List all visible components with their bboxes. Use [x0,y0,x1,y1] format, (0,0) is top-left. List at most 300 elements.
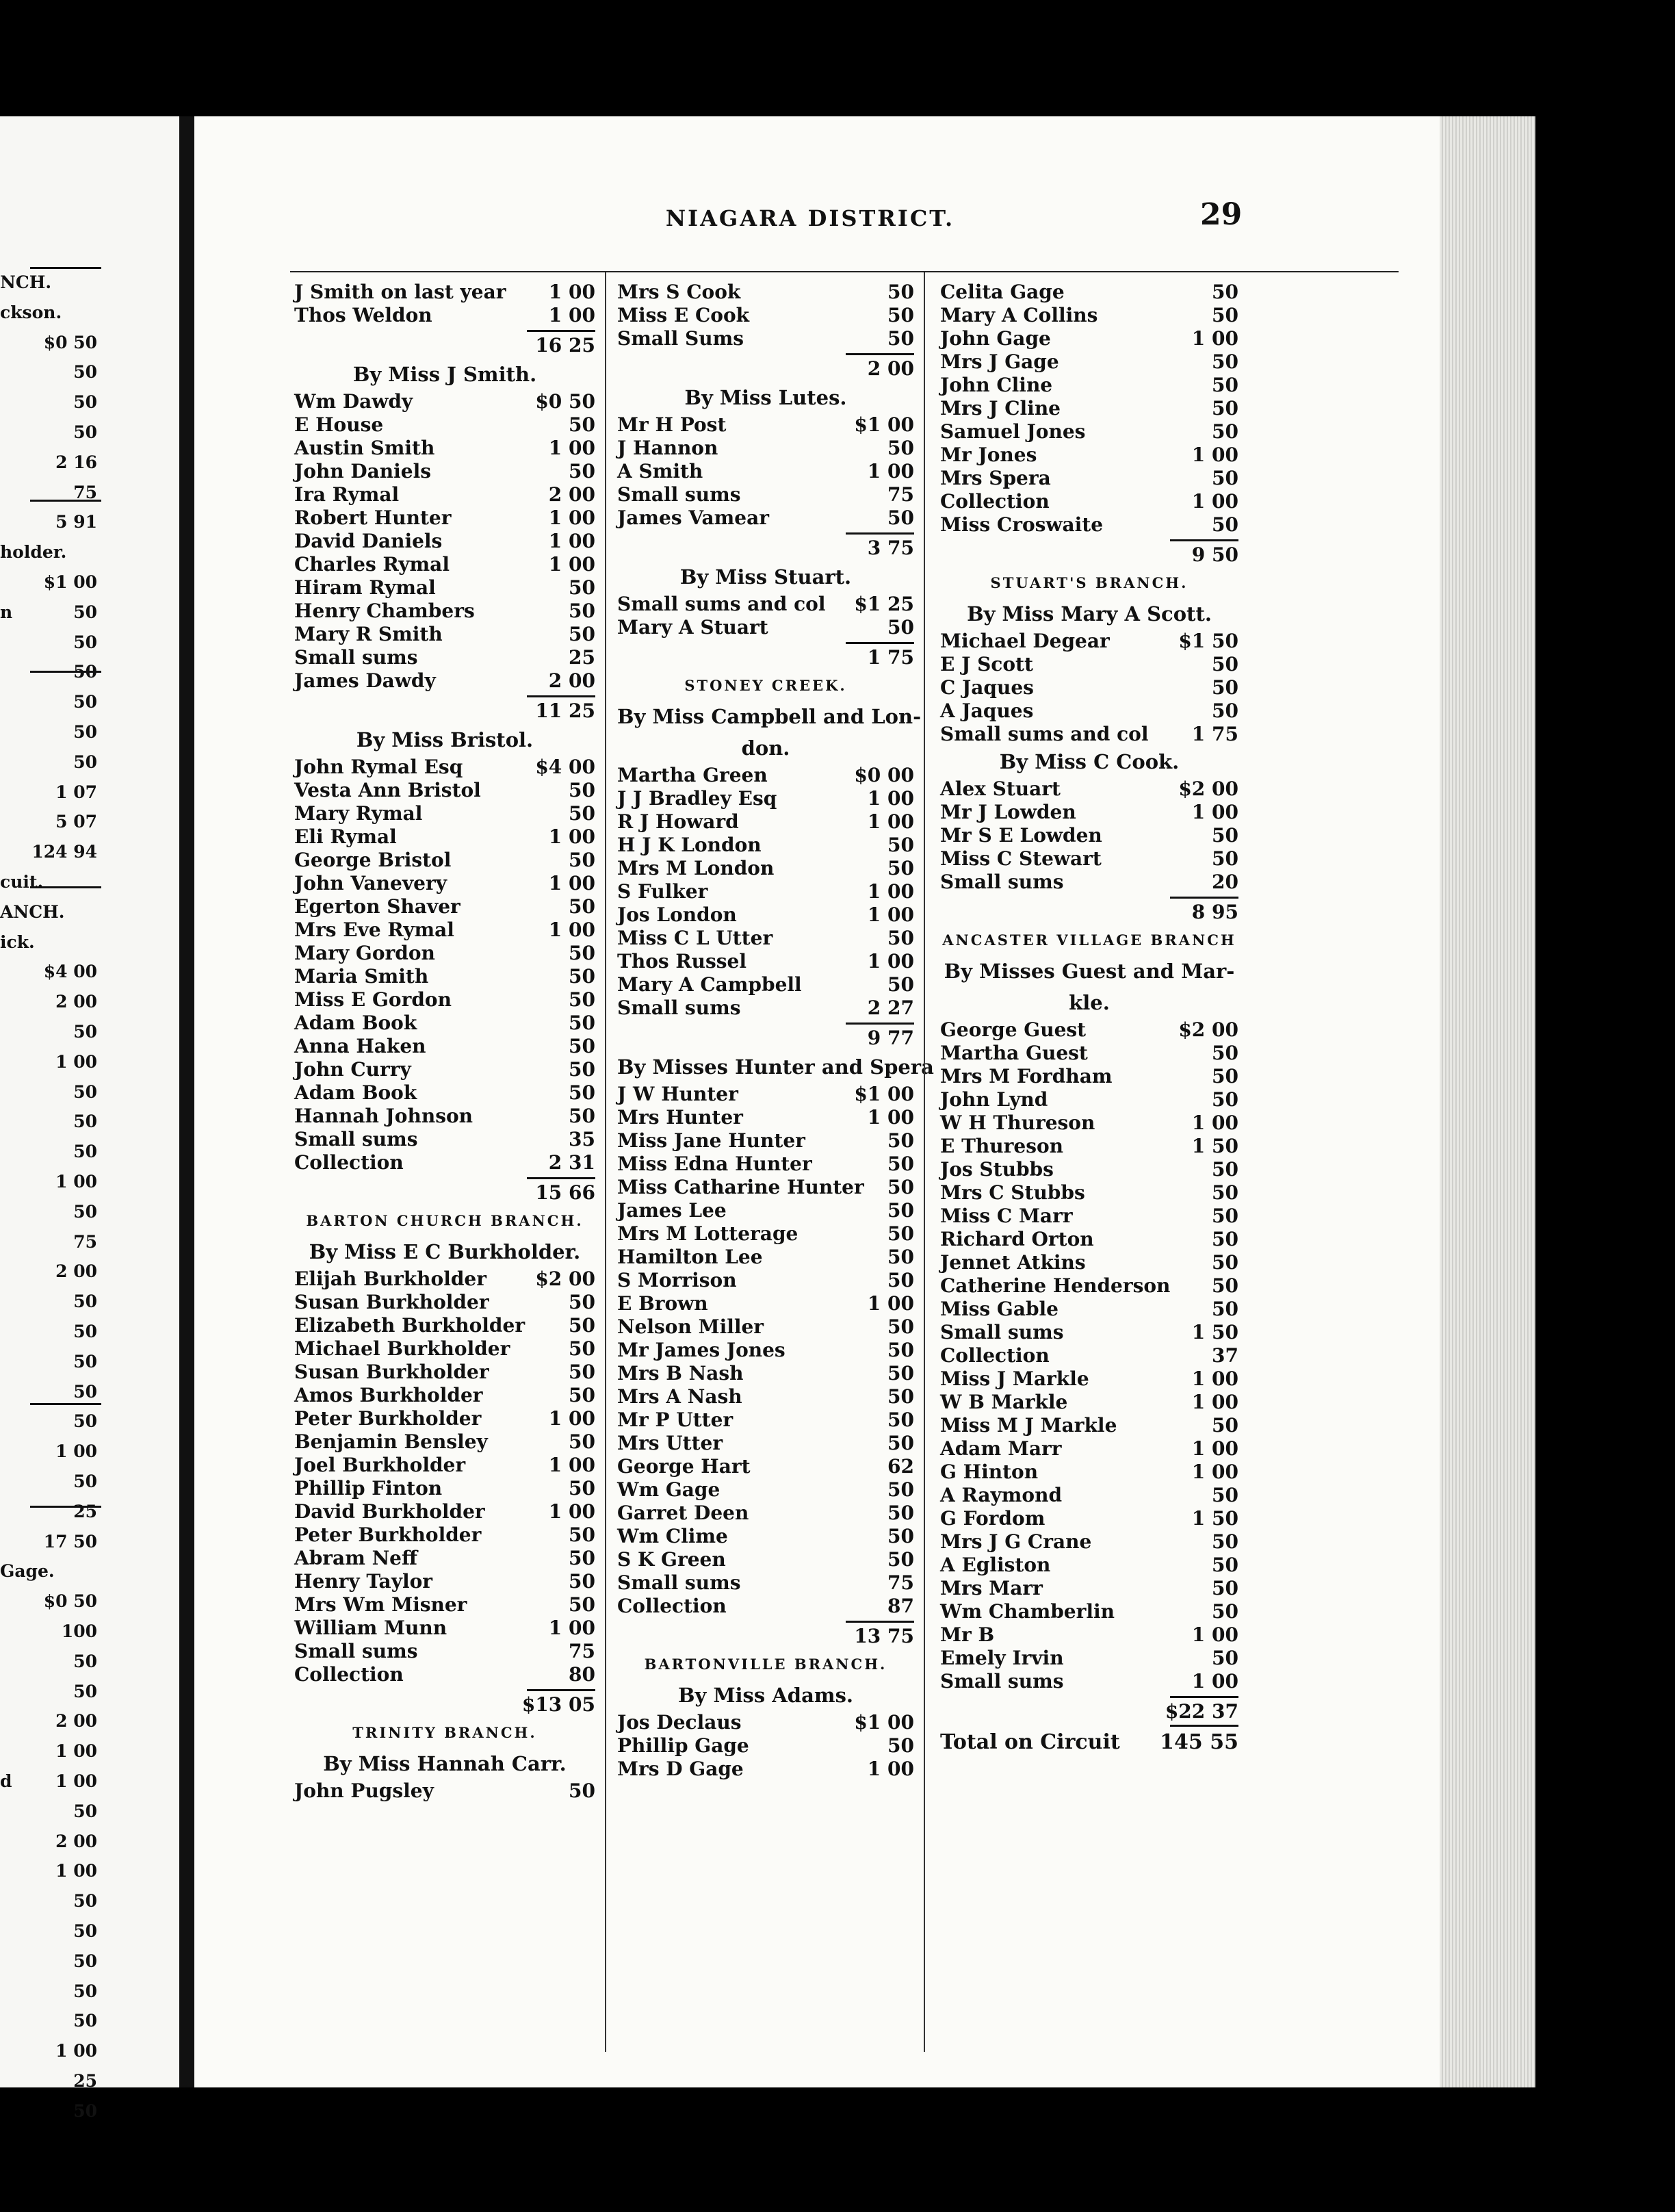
donation-amount: 62 [887,1455,914,1478]
donation-amount: $2 00 [535,1268,595,1290]
fragment-amount: 25 [73,1501,97,1521]
donor-name: Collection [940,1344,1050,1367]
donor-name: A Smith [617,460,703,483]
donation-amount: 50 [569,600,595,622]
donation-amount: 50 [887,1129,914,1152]
ledger-row [617,1222,914,1246]
donor-name: John Gage [940,327,1051,350]
left-fragment-row [0,1621,103,1645]
ledger-row [617,1246,914,1269]
donation-amount: $1 00 [854,413,914,436]
donation-amount: 50 [569,1779,595,1802]
ledger-row [617,616,914,639]
donation-amount: 50 [887,1222,914,1245]
donation-amount: 50 [1212,1042,1238,1064]
left-fragment-row [0,1022,103,1045]
subtotal-amount: 9 50 [1191,543,1238,566]
donation-amount: 2 27 [867,996,914,1019]
donor-name: Wm Clime [617,1525,728,1547]
circuit-total-row [940,1725,1238,1756]
fragment-amount: 50 [73,422,97,442]
donor-name: Wm Dawdy [294,390,413,413]
donor-name: Mrs Marr [940,1577,1043,1599]
ledger-row [294,483,595,506]
donation-amount: $2 00 [1178,777,1238,800]
donation-amount: 1 00 [867,810,914,833]
ledger-row [940,1367,1238,1391]
ledger-row [617,1502,914,1525]
ledger-row [940,1088,1238,1111]
subtotal-row [617,1020,914,1051]
donation-amount: 1 00 [1191,801,1238,823]
left-fragment-row [0,1831,103,1855]
donor-name: E Brown [617,1292,708,1315]
subtotal-rule [846,353,914,355]
donation-amount: 50 [569,942,595,964]
donor-name: Miss C Marr [940,1205,1073,1227]
donation-amount: 50 [569,988,595,1011]
ledger-row [940,1554,1238,1577]
donation-amount: 75 [569,1640,595,1662]
donor-name: R J Howard [617,810,739,833]
donor-name: C Jaques [940,676,1034,699]
collector-heading: kle. [1069,991,1110,1014]
ledger-row [940,1042,1238,1065]
donor-name: J Smith on last year [294,281,506,303]
donor-name: Hannah Johnson [294,1105,473,1127]
donor-name: John Rymal Esq [294,756,463,778]
fragment-amount: 124 94 [31,842,97,862]
donor-name: Robert Hunter [294,506,452,529]
ledger-row [940,1437,1238,1461]
left-fragment-row [0,272,103,296]
page-edges [1440,116,1535,2087]
collector-heading: By Miss Lutes. [684,386,847,409]
donation-amount: 1 00 [867,903,914,926]
donation-amount: 50 [1212,653,1238,676]
donation-amount: 1 00 [1191,1623,1238,1646]
ledger-row [617,506,914,530]
donor-name: Henry Taylor [294,1570,433,1593]
left-fragment-row [0,962,103,985]
donor-name: John Cline [940,374,1053,396]
ledger-row [294,1291,595,1314]
subtotal-amount: $22 37 [1165,1700,1238,1723]
ledger-row [617,1315,914,1339]
donor-name: Miss Catharine Hunter [617,1176,864,1198]
fragment-amount: 50 [73,1111,97,1132]
ledger-row [617,927,914,950]
donor-name: Small sums [940,1670,1064,1693]
fragment-amount: 50 [73,1022,97,1042]
donor-name: Mrs B Nash [617,1362,744,1385]
ledger-row [294,1523,595,1547]
donor-name: S K Green [617,1548,726,1571]
donation-amount: 50 [887,1502,914,1524]
ledger-row [617,1176,914,1199]
donor-name: Michael Burkholder [294,1337,510,1360]
left-fragment-row [0,1591,103,1615]
donation-amount: 1 00 [548,304,595,326]
donor-name: William Munn [294,1617,447,1639]
donation-amount: 50 [569,1547,595,1569]
ledger-row [940,676,1238,699]
ledger-row [940,777,1238,801]
donation-amount: 50 [887,1432,914,1454]
donor-name: Hamilton Lee [617,1246,763,1268]
total-rule [1170,1725,1238,1727]
fragment-amount: 2 00 [55,1261,97,1282]
donor-name: John Daniels [294,460,432,483]
ledger-row [617,764,914,787]
left-fragment-row [0,1291,103,1315]
donor-name: E Thureson [940,1135,1064,1157]
branch-heading: BARTONVILLE BRANCH. [644,1656,887,1673]
fragment-amount: $0 50 [43,332,97,352]
donor-name: S Morrison [617,1269,737,1291]
donation-amount: 50 [569,849,595,871]
ledger-row [617,1339,914,1362]
ledger-row [294,1035,595,1058]
ledger-row [294,1454,595,1477]
header-rule [290,271,1399,272]
donation-amount: 50 [1212,1228,1238,1250]
fragment-amount: 1 00 [55,2041,97,2061]
collector-heading: By Miss Bristol. [356,728,534,751]
donor-name: Mrs Hunter [617,1106,743,1129]
ledger-row [294,669,595,693]
fragment-amount: 50 [73,1142,97,1162]
left-fragment-row [0,2011,103,2034]
left-fragment-row [0,483,103,506]
fragment-amount: 100 [61,1621,97,1641]
donation-amount: 1 00 [548,918,595,941]
ledger-row [294,553,595,576]
fragment-amount: 50 [73,662,97,682]
fragment-amount: 50 [73,1801,97,1821]
donation-amount: 1 50 [1191,1321,1238,1343]
donor-name: Maria Smith [294,965,429,988]
donor-name: David Burkholder [294,1500,485,1523]
left-fragment-row [0,303,103,326]
ledger-row [617,413,914,437]
left-fragment-row [0,1441,103,1465]
ledger-row [940,1298,1238,1321]
donation-amount: 50 [569,1477,595,1500]
left-fragment-row [0,1082,103,1105]
ledger-row [294,460,595,483]
ledger-row [940,801,1238,824]
donation-amount: 50 [569,1430,595,1453]
left-fragment-row [0,602,103,626]
donor-name: Emely Irvin [940,1647,1064,1669]
fragment-amount: 50 [73,1351,97,1372]
donor-name: Miss Jane Hunter [617,1129,805,1152]
donor-name: James Lee [617,1199,727,1222]
donation-amount: 50 [1212,304,1238,326]
collector-heading: By Miss Mary A Scott. [967,602,1212,626]
donor-name: Collection [940,490,1050,513]
donation-amount: 50 [1212,1088,1238,1111]
ledger-row [294,825,595,849]
donor-name: Collection [617,1595,727,1617]
donation-amount: $1 00 [854,1083,914,1105]
collector-heading: By Misses Hunter and Spera [617,1055,934,1079]
donor-name: J J Bradley Esq [617,787,777,810]
donation-amount: 2 00 [548,669,595,692]
fragment-text: ckson. [0,302,62,322]
subtotal-rule [527,330,595,332]
subtotal-rule [1170,1696,1238,1698]
donation-amount: 25 [569,646,595,669]
ledger-row [940,281,1238,304]
donation-amount: 1 00 [867,1292,914,1315]
ledger-row [617,834,914,857]
donor-name: Jos Declaus [617,1711,742,1734]
fragment-amount: 75 [73,1231,97,1252]
subtotal-rule [527,1689,595,1691]
column-3 [940,281,1238,2033]
donor-name: Mr James Jones [617,1339,785,1361]
column-divider [924,272,925,2052]
ledger-row [294,623,595,646]
donor-name: Miss J Markle [940,1367,1089,1390]
donor-name: Celita Gage [940,281,1065,303]
donor-name: Adam Book [294,1081,417,1104]
collector-heading: By Miss J Smith. [352,363,537,386]
ledger-row [617,460,914,483]
ledger-row [940,1158,1238,1181]
left-fragment-row [0,1711,103,1734]
left-fragment-row [0,722,103,745]
donor-name: Collection [294,1151,404,1174]
donor-name: Eli Rymal [294,825,397,848]
fragment-amount: 50 [73,1891,97,1912]
left-fragment-row [0,992,103,1015]
left-fragment-row [0,1561,103,1584]
donor-name: Mary A Collins [940,304,1098,326]
donation-amount: 50 [569,1361,595,1383]
subtotal-amount: 9 77 [867,1027,914,1049]
ledger-row [617,810,914,834]
ledger-row [617,1362,914,1385]
donor-name: W B Markle [940,1391,1068,1413]
donation-amount: 1 00 [548,530,595,552]
donor-name: Elijah Burkholder [294,1268,486,1290]
left-fragment-row [0,1172,103,1195]
donor-name: Mrs M Fordham [940,1065,1113,1088]
page-number: 29 [1200,197,1243,232]
ledger-row [940,327,1238,350]
donor-name: Hiram Rymal [294,576,436,599]
donation-amount: 1 00 [1191,327,1238,350]
ledger-row [294,1384,595,1407]
donation-amount: 50 [887,1362,914,1385]
donation-amount: 50 [569,413,595,436]
donor-name: Miss E Cook [617,304,750,326]
circuit-total-amount: 145 55 [1160,1730,1238,1754]
donor-name: Susan Burkholder [294,1361,489,1383]
subtotal-row [940,894,1238,925]
donation-amount: 80 [569,1663,595,1686]
left-fragment-row [0,1411,103,1435]
ledger-row [617,1734,914,1758]
ledger-row [617,973,914,996]
subtotal-rule [846,642,914,644]
donation-amount: 35 [569,1128,595,1150]
donation-amount: 50 [569,1593,595,1616]
fragment-amount: 50 [73,1081,97,1102]
donor-name: Small sums [617,483,741,506]
donation-amount: 1 00 [1191,1391,1238,1413]
subtotal-row [940,1693,1238,1725]
ledger-row [294,1617,595,1640]
ledger-row [294,756,595,779]
ledger-row [940,824,1238,847]
left-fragment-row [0,1471,103,1495]
collector-heading: By Misses Guest and Mar- [944,960,1235,983]
donation-amount: 50 [887,1315,914,1338]
ledger-row [294,576,595,600]
donor-name: Small sums [617,996,741,1019]
subtotal-rule [846,1023,914,1025]
fragment-amount: 2 00 [55,1711,97,1732]
donation-amount: 37 [1212,1344,1238,1367]
donation-amount: 50 [569,1035,595,1057]
donation-amount: 2 00 [548,483,595,506]
donation-amount: 1 00 [867,1758,914,1780]
ledger-row [940,1647,1238,1670]
fragment-amount: 75 [73,482,97,502]
ledger-row [294,530,595,553]
left-fragment-rule [30,1506,101,1508]
donation-amount: 75 [887,1571,914,1594]
fragment-amount: 25 [73,2071,97,2091]
ledger-row [617,1711,914,1734]
donor-name: Small sums [294,1128,418,1150]
donation-amount: 50 [887,834,914,856]
left-fragment-row [0,1502,103,1525]
subtotal-row [294,1174,595,1206]
donation-amount: 50 [887,1246,914,1268]
column-2 [617,281,934,2033]
ledger-row [294,1477,595,1500]
fragment-amount: 50 [73,362,97,383]
donor-name: Small sums [940,871,1064,893]
ledger-row [940,1228,1238,1251]
donation-amount: 50 [1212,1158,1238,1181]
ledger-row [617,1129,914,1153]
donation-amount: 1 00 [1191,490,1238,513]
donor-name: J W Hunter [617,1083,738,1105]
donor-name: Mr Jones [940,443,1037,466]
ledger-row [294,1500,595,1523]
subtotal-row [617,639,914,671]
donation-amount: 50 [1212,281,1238,303]
column-1 [294,281,595,2033]
donor-name: Peter Burkholder [294,1407,482,1430]
left-fragment-row [0,1801,103,1825]
fragment-amount: $0 50 [43,1591,97,1612]
left-fragment-row [0,902,103,925]
left-fragment-row [0,692,103,715]
donor-name: Mrs D Gage [617,1758,744,1780]
book-gutter [179,116,194,2087]
fragment-amount: 1 07 [55,782,97,802]
donation-amount: 50 [569,1384,595,1406]
fragment-amount: 1 00 [55,1771,97,1791]
donor-name: Small sums [617,1571,741,1594]
ledger-row [940,443,1238,467]
column-divider [605,272,606,2052]
ledger-row [940,1461,1238,1484]
fragment-amount: 1 00 [55,1172,97,1192]
donation-amount: 50 [1212,1647,1238,1669]
left-fragment-row [0,1532,103,1555]
donation-amount: $2 00 [1178,1018,1238,1041]
donation-amount: $0 50 [535,390,595,413]
donor-name: Thos Russel [617,950,746,973]
fragment-amount: 50 [73,1951,97,1971]
circuit-total-label: Total on Circuit [940,1730,1120,1754]
donor-name: Mary R Smith [294,623,443,645]
fragment-amount: 50 [73,692,97,712]
page-title: NIAGARA DISTRICT. [665,205,955,231]
fragment-amount: 50 [73,1921,97,1941]
left-fragment-row [0,1891,103,1914]
ledger-row [940,630,1238,653]
left-fragment-row [0,842,103,865]
donor-name: Small sums [294,1640,418,1662]
ledger-row [294,988,595,1012]
branch-heading: ANCASTER VILLAGE BRANCH [942,931,1236,949]
donor-name: Mr P Utter [617,1409,733,1431]
left-fragment-row [0,1232,103,1255]
ledger-row [294,1128,595,1151]
left-fragment-row [0,452,103,476]
ledger-row [294,1593,595,1617]
left-fragment-row [0,752,103,775]
ledger-row [294,802,595,825]
ledger-row [617,1153,914,1176]
ledger-row [617,1292,914,1315]
branch-heading: STUART'S BRANCH. [990,574,1189,591]
donor-name: E J Scott [940,653,1033,676]
donation-amount: 1 00 [548,553,595,576]
donor-name: G Hinton [940,1461,1039,1483]
fragment-amount: 2 00 [55,992,97,1012]
ledger-row [940,1251,1238,1274]
collector-heading: By Miss Hannah Carr. [323,1752,567,1775]
donation-amount: 50 [887,616,914,639]
donor-name: Miss Gable [940,1298,1059,1320]
donation-amount: 1 00 [1191,443,1238,466]
donation-amount: 50 [887,437,914,459]
ledger-row [940,1530,1238,1554]
ledger-row [940,1135,1238,1158]
fragment-amount: 2 16 [55,452,97,472]
ledger-row [617,1478,914,1502]
donation-amount: 50 [569,1570,595,1593]
donor-name: Catherine Henderson [940,1274,1171,1297]
donor-name: Mr J Lowden [940,801,1076,823]
donation-amount: 50 [1212,847,1238,870]
left-fragment-row [0,662,103,685]
ledger-row [617,304,914,327]
left-fragment-row [0,1322,103,1345]
donor-name: Thos Weldon [294,304,432,326]
ledger-row [940,374,1238,397]
